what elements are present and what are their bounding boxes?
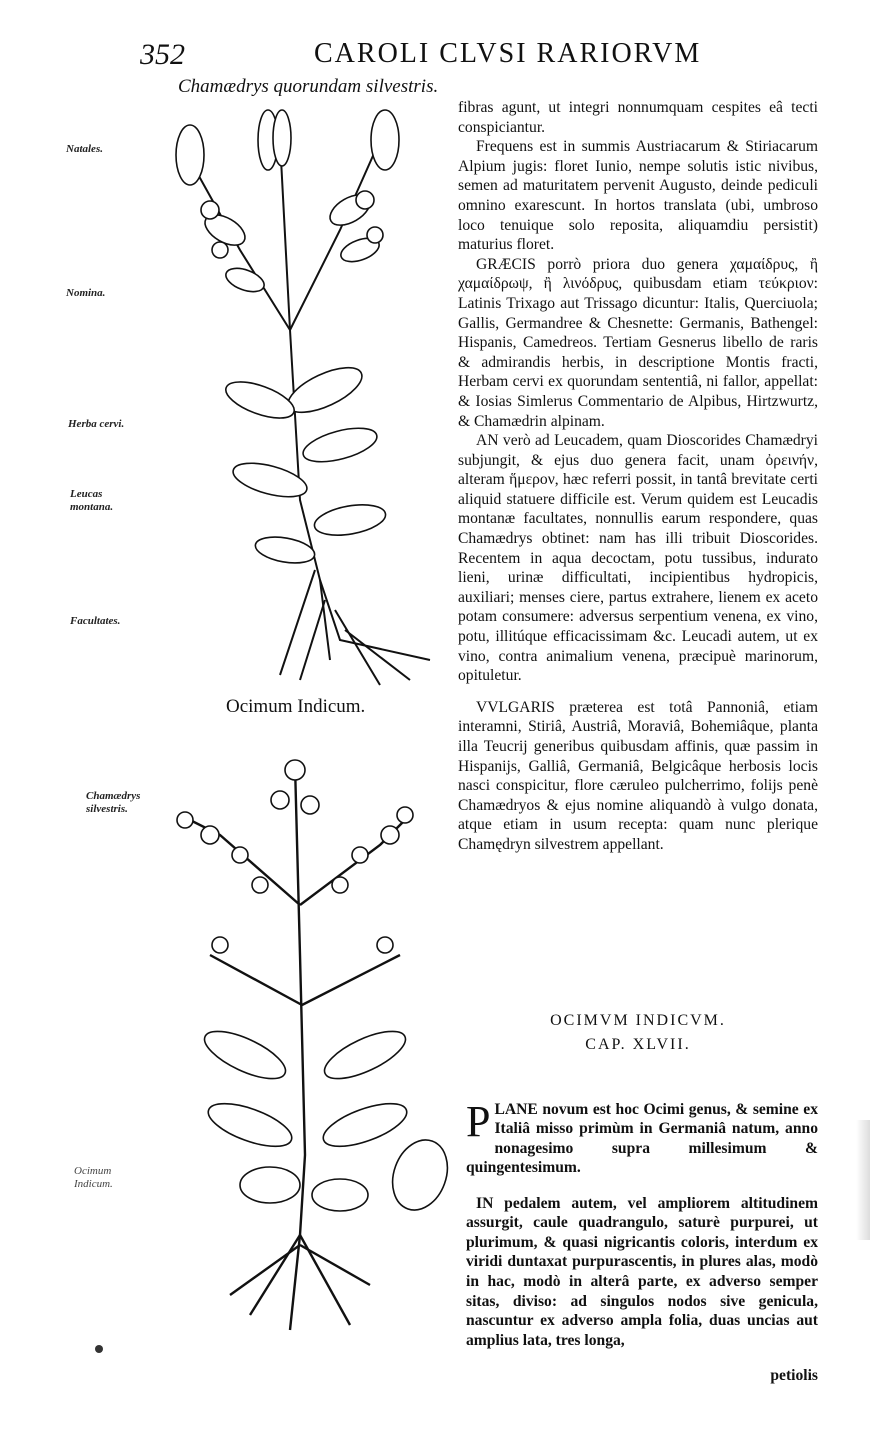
chapter-paragraph-1-text: LANE novum est hoc Ocimi genus, & semine ex Italiâ misso primùm in Germaniâ natum, anno nonagesimo supra millesimum & quingentesimum. bbox=[466, 1100, 818, 1177]
margin-note-chamaedrys-silvestris: Chamædrys silvestris. bbox=[86, 790, 141, 815]
paragraph-gap bbox=[458, 686, 818, 698]
paragraph-natales: Frequens est in summis Austriacarum & Stiriacarum Alpium jugis: floret Iunio, nempe solutis istic nivibus, semen ad maturitatem pervenit Augusto, deinde pediculi omnino exarescunt. In hortos translata (ubi, umbroso loco tenuique solo reposita, aliquamdiu persistit) maturius floret. bbox=[458, 138, 818, 254]
figure-caption-ocimum: Ocimum Indicum. bbox=[226, 696, 366, 717]
catchword: petiolis bbox=[770, 1366, 818, 1384]
margin-note-leucas-montana: Leucas montana. bbox=[70, 488, 114, 513]
main-text-column bbox=[458, 98, 818, 855]
paragraph-nomina: GRÆCIS porrò priora duo genera χαμαίδρυς, ἢ χαμαίδρωψ, ἢ λινόδρυς, quibusdam etiam τεύκριον: Latinis Trixago aut Trissago dicuntur: Italis, Querciuola; Gallis, Germandree & Chesnette: Germanis, Bathengel: Hispanis, Camedreos. Tertiam Gesnerus libello de raris & admirandis herbis, in descriptione Montis fracti, Herbam cervi ex quorundam sententiâ, ni fallor, appellat: & Iosias Simlerus Commentario de Alpibus, Hirtzwurtz, & Chamædrin alpinam. bbox=[458, 255, 818, 430]
margin-note-herba-cervi: Herba cervi. bbox=[68, 418, 125, 430]
chamaedrys-woodcut-illustration bbox=[150, 100, 450, 690]
chapter-number: CAP. XLVII. bbox=[585, 1036, 691, 1053]
margin-note-natales: Natales. bbox=[66, 143, 103, 155]
paragraph-vulgaris: VVLGARIS præterea est totâ Pannoniâ, etiam interamni, Stiriâ, Austriâ, Moraviâ, Bohemiâque, planta illa Teucrij generibus quibusdam affinis, quæ passim in Hispanijs, Galliâ, Germaniâ, Belgicâque herbosis locis nasci conspicitur, flore cæruleo pulcherrimo, folijs penè Chamædryos & ejus nomine aliquandò à vulgo donata, atque etiam in usum recepta: quam nunc plerique Chamędryn silvestrem appellant. bbox=[458, 698, 818, 853]
chapter-paragraph-2: IN pedalem autem, vel ampliorem altitudinem assurgit, caule quadrangulo, saturè purpurei, ut plurimum, & quasi nigricantis coloris, interdum ex viridi duntaxat purpurascentis, in plures alas, modò in hac, modò in alterâ parte, ex adverso semper sitas, diviso: ad singulos nodos sive genicula, nascuntur ex adverso ampla folia, duas uncias aut amplius lata, tres longa, bbox=[466, 1194, 818, 1349]
page-number: 352 bbox=[140, 38, 185, 71]
drop-cap-letter: P bbox=[466, 1096, 491, 1146]
chapter-title: OCIMVM INDICVM. bbox=[550, 1012, 726, 1029]
margin-note-facultates: Facultates. bbox=[70, 615, 121, 627]
margin-note-ocimum-indicum: Ocimum Indicum. bbox=[74, 1165, 113, 1190]
paragraph-continuation: fibras agunt, ut integri nonnumquam cespites eâ tecti conspiciantur. bbox=[458, 99, 818, 136]
running-title: CAROLI CLVSI RARIORVM bbox=[314, 38, 702, 69]
paragraph-leucas: AN verò ad Leucadem, quam Dioscorides Chamædryi subjungit, & ejus duo genera facit, unam ὀρεινήν, alteram ἥμερον, hæc referri possit, in tantâ brevitate certi aliquid statuere difficile est. Verum quidem est Leucadis montanæ facultates, nonnullis earum respondere, quas Chamædrys obtinet: nam has illi tribuit Dioscorides. Recentem in aqua decoctam, potu tussibus, indurato lieni, urinæ difficultati, incipientibus hydropicis, auxiliari; menses ciere, partus extrahere, lienem ex aceto potam consumere: adversus serpentium venena, ex vino, potu, illitúque efficacissimam &c. Leucadi autem, ut ex vino, contra animalium venena, præcipuè marinorum, opituletur. bbox=[458, 432, 818, 685]
margin-note-nomina: Nomina. bbox=[66, 287, 106, 299]
ink-speck bbox=[95, 1345, 103, 1353]
ocimum-woodcut-illustration bbox=[150, 755, 450, 1335]
chapter-text-column bbox=[466, 1084, 818, 1401]
chapter-paragraph-1 bbox=[466, 1096, 818, 1178]
page-edge-shadow bbox=[856, 1120, 870, 1240]
figure-caption-chamaedrys: Chamædrys quorundam silvestris. bbox=[178, 76, 439, 97]
